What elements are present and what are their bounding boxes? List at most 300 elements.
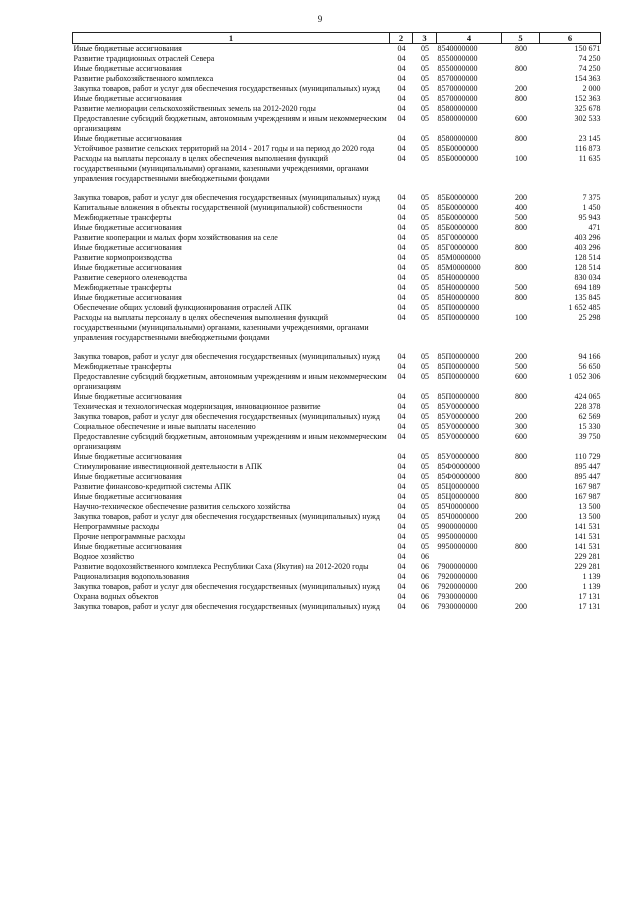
row-section: 04	[397, 273, 406, 282]
row-subsection: 05	[421, 532, 429, 541]
row-amount: 1 139	[582, 572, 601, 581]
row-section: 04	[397, 293, 406, 302]
row-name: Охрана водных объектов	[73, 592, 159, 601]
row-target-article: 7920000000	[437, 572, 478, 581]
row-section: 04	[397, 104, 406, 113]
row-expense-type: 800	[515, 243, 527, 252]
row-expense-type: 200	[515, 352, 527, 361]
row-subsection: 06	[421, 552, 429, 561]
row-target-article: 7900000000	[437, 562, 478, 571]
row-target-article: 85П0000000	[437, 372, 480, 381]
row-target-article: 85Б0000000	[437, 193, 479, 202]
row-amount: 135 845	[574, 293, 601, 302]
row-name: Развитие кормопроизводства	[73, 253, 173, 262]
row-section: 04	[397, 144, 406, 153]
table-row	[73, 352, 601, 362]
row-amount: 167 987	[574, 482, 601, 491]
row-section: 04	[397, 303, 406, 312]
row-amount: 424 065	[574, 392, 601, 401]
row-amount: 403 296	[574, 243, 601, 252]
row-name: Устойчивое развитие сельских территорий на 2014 - 2017 годы и на период до 2020 года	[73, 144, 375, 153]
row-section: 04	[397, 482, 406, 491]
row-name: Закупка товаров, работ и услуг для обеспечения государственных (муниципальных) нужд	[73, 193, 380, 202]
row-expense-type: 200	[515, 512, 527, 521]
row-amount: 1 450	[582, 203, 601, 212]
table-row	[73, 134, 601, 144]
table-row	[73, 542, 601, 552]
row-subsection: 05	[421, 512, 429, 521]
row-section: 04	[397, 134, 406, 143]
row-subsection: 05	[421, 144, 429, 153]
spacer-cell	[73, 184, 601, 193]
row-expense-type: 600	[515, 114, 527, 123]
row-name: Закупка товаров, работ и услуг для обеспечения государственных (муниципальных) нужд	[73, 352, 380, 361]
row-target-article: 85Г0000000	[437, 233, 479, 242]
row-subsection: 05	[421, 243, 429, 252]
row-target-article: 85У0000000	[437, 412, 480, 421]
row-subsection: 05	[421, 352, 429, 361]
row-target-article: 85Б0000000	[437, 213, 479, 222]
row-expense-type	[502, 462, 540, 472]
row-subsection: 05	[421, 283, 429, 292]
row-section: 04	[397, 44, 406, 53]
row-amount: 74 250	[578, 54, 601, 63]
row-amount: 7 375	[582, 193, 601, 202]
row-expense-type	[502, 482, 540, 492]
row-amount: 694 189	[574, 283, 601, 292]
row-expense-type	[502, 572, 540, 582]
row-amount: 229 281	[574, 562, 601, 571]
row-section: 04	[397, 452, 406, 461]
row-name: Иные бюджетные ассигнования	[73, 223, 182, 232]
row-name: Закупка товаров, работ и услуг для обеспечения государственных (муниципальных) нужд	[73, 84, 380, 93]
row-target-article: 85Ф0000000	[437, 472, 480, 481]
row-expense-type: 800	[515, 44, 527, 53]
row-name: Развитие мелиорации сельскохозяйственных земель на 2012-2020 годы	[73, 104, 316, 113]
row-subsection: 05	[421, 362, 429, 371]
table-row	[73, 104, 601, 114]
row-name: Расходы на выплаты персоналу в целях обеспечения выполнения функций государственными (муниципальными) органами, казенными учреждениями, органами управления государственными внебюджетными фондами	[73, 154, 369, 183]
row-subsection: 05	[421, 233, 429, 242]
row-section: 04	[397, 243, 406, 252]
row-subsection: 05	[421, 134, 429, 143]
row-expense-type: 800	[515, 293, 527, 302]
row-name: Развитие традиционных отраслей Севера	[73, 54, 215, 63]
row-amount: 895 447	[574, 462, 601, 471]
table-row	[73, 84, 601, 94]
row-section: 04	[397, 432, 406, 441]
row-amount: 56 650	[578, 362, 601, 371]
table-row	[73, 293, 601, 303]
table-row	[73, 74, 601, 84]
row-amount: 17 131	[578, 602, 601, 611]
row-name: Межбюджетные трансферты	[73, 283, 172, 292]
row-amount: 116 873	[574, 144, 601, 153]
row-subsection: 05	[421, 223, 429, 232]
row-name: Расходы на выплаты персоналу в целях обеспечения выполнения функций государственными (муниципальными) органами, казенными учреждениями, органами управления государственными внебюджетными фондами	[73, 313, 369, 342]
spacer-cell	[73, 343, 601, 352]
row-target-article: 7930000000	[437, 592, 478, 601]
table-row	[73, 243, 601, 253]
row-name: Иные бюджетные ассигнования	[73, 542, 182, 551]
header-col-6: 6	[540, 33, 601, 44]
row-subsection: 05	[421, 44, 429, 53]
row-subsection: 05	[421, 74, 429, 83]
row-expense-type: 800	[515, 492, 527, 501]
row-name: Развитие кооперации и малых форм хозяйствования на селе	[73, 233, 278, 242]
table-row	[73, 462, 601, 472]
row-name: Иные бюджетные ассигнования	[73, 472, 182, 481]
row-expense-type: 800	[515, 64, 527, 73]
table-row	[73, 362, 601, 372]
row-subsection: 05	[421, 154, 429, 163]
row-section: 04	[397, 74, 406, 83]
row-target-article: 85Ц0000000	[437, 492, 480, 501]
row-section: 04	[397, 462, 406, 471]
row-name: Закупка товаров, работ и услуг для обеспечения государственных (муниципальных) нужд	[73, 412, 380, 421]
row-amount: 895 447	[574, 472, 601, 481]
row-subsection: 05	[421, 392, 429, 401]
table-row	[73, 303, 601, 313]
row-expense-type	[502, 562, 540, 572]
row-amount: 325 678	[574, 104, 601, 113]
row-section: 04	[397, 392, 406, 401]
row-expense-type	[502, 303, 540, 313]
row-expense-type	[502, 502, 540, 512]
row-expense-type: 100	[515, 313, 527, 322]
table-row	[73, 144, 601, 154]
row-section: 04	[397, 84, 406, 93]
row-subsection: 05	[421, 303, 429, 312]
row-target-article: 85Ц0000000	[437, 482, 480, 491]
row-expense-type: 800	[515, 134, 527, 143]
header-col-1: 1	[73, 33, 390, 44]
table-row	[73, 592, 601, 602]
row-target-article: 9900000000	[437, 522, 478, 531]
row-section: 04	[397, 362, 406, 371]
row-target-article: 8540000000	[437, 44, 478, 53]
row-target-article: 85Г0000000	[437, 243, 479, 252]
row-name: Закупка товаров, работ и услуг для обеспечения государственных (муниципальных) нужд	[73, 512, 380, 521]
row-name: Иные бюджетные ассигнования	[73, 293, 182, 302]
row-section: 04	[397, 193, 406, 202]
row-subsection: 05	[421, 114, 429, 123]
row-target-article: 85У0000000	[437, 422, 480, 431]
row-amount: 15 330	[578, 422, 601, 431]
row-target-article: 8580000000	[437, 104, 478, 113]
row-amount: 128 514	[574, 263, 601, 272]
row-subsection: 05	[421, 64, 429, 73]
row-expense-type: 500	[515, 213, 527, 222]
row-amount: 141 531	[574, 542, 601, 551]
table-row	[73, 263, 601, 273]
row-subsection: 05	[421, 253, 429, 262]
row-section: 04	[397, 253, 406, 262]
row-subsection: 06	[421, 602, 429, 611]
row-target-article: 85М0000000	[437, 253, 481, 262]
row-name: Межбюджетные трансферты	[73, 213, 172, 222]
row-expense-type: 800	[515, 223, 527, 232]
row-section: 04	[397, 213, 406, 222]
row-section: 04	[397, 352, 406, 361]
row-target-article: 85Б0000000	[437, 144, 479, 153]
row-amount: 110 729	[574, 452, 601, 461]
table-row	[73, 582, 601, 592]
row-subsection: 05	[421, 203, 429, 212]
row-name: Развитие финансово-кредитной системы АПК	[73, 482, 232, 491]
row-expense-type: 100	[515, 154, 527, 163]
table-row	[73, 64, 601, 74]
header-col-5: 5	[502, 33, 540, 44]
row-target-article: 85Ч0000000	[437, 502, 479, 511]
row-subsection: 05	[421, 482, 429, 491]
row-expense-type: 800	[515, 263, 527, 272]
table-row	[73, 94, 601, 104]
row-amount: 95 943	[578, 213, 601, 222]
table-body	[73, 44, 601, 613]
row-expense-type	[502, 552, 540, 562]
row-target-article: 85Ф0000000	[437, 462, 480, 471]
row-subsection: 06	[421, 562, 429, 571]
row-amount: 1 052 306	[568, 372, 601, 381]
row-target-article: 8580000000	[437, 134, 478, 143]
row-expense-type: 200	[515, 602, 527, 611]
row-target-article: 85Н0000000	[437, 283, 480, 292]
row-name: Прочие непрограммные расходы	[73, 532, 186, 541]
row-target-article: 85П0000000	[437, 303, 480, 312]
row-subsection: 05	[421, 422, 429, 431]
row-expense-type	[502, 233, 540, 243]
row-target-article: 85Б0000000	[437, 223, 479, 232]
row-amount: 141 531	[574, 532, 601, 541]
row-expense-type	[502, 592, 540, 602]
row-expense-type: 200	[515, 412, 527, 421]
row-section: 04	[397, 94, 406, 103]
row-expense-type	[502, 273, 540, 283]
row-expense-type: 800	[515, 452, 527, 461]
row-amount: 62 569	[578, 412, 601, 421]
row-expense-type: 600	[515, 432, 527, 441]
row-amount: 1 139	[582, 582, 601, 591]
table-row	[73, 552, 601, 562]
row-expense-type: 200	[515, 84, 527, 93]
table-row	[73, 223, 601, 233]
table-row	[73, 482, 601, 492]
row-name: Развитие рыбохозяйственного комплекса	[73, 74, 214, 83]
row-subsection: 06	[421, 592, 429, 601]
row-amount: 17 131	[578, 592, 601, 601]
row-expense-type: 800	[515, 472, 527, 481]
row-expense-type: 800	[515, 392, 527, 401]
row-target-article: 85У0000000	[437, 452, 480, 461]
row-name: Предоставление субсидий бюджетным, автономным учреждениям и иным некоммерческим организациям	[73, 372, 387, 391]
row-target-article: 85М0000000	[437, 263, 481, 272]
row-name: Закупка товаров, работ и услуг для обеспечения государственных (муниципальных) нужд	[73, 602, 380, 611]
header-col-4: 4	[437, 33, 502, 44]
table-row	[73, 253, 601, 263]
row-amount: 167 987	[574, 492, 601, 501]
row-section: 04	[397, 203, 406, 212]
table-row	[73, 532, 601, 542]
row-subsection: 05	[421, 94, 429, 103]
row-amount: 154 363	[574, 74, 601, 83]
row-name: Развитие водохозяйственного комплекса Республики Саха (Якутия) на 2012-2020 годы	[73, 562, 369, 571]
row-target-article: 8550000000	[437, 64, 478, 73]
row-subsection: 05	[421, 273, 429, 282]
row-expense-type: 300	[515, 422, 527, 431]
row-amount: 94 166	[578, 352, 601, 361]
table-row	[73, 193, 601, 203]
row-target-article: 85Б0000000	[437, 154, 479, 163]
row-expense-type	[502, 253, 540, 263]
row-spacer	[73, 184, 601, 193]
table-row	[73, 472, 601, 482]
table-row	[73, 492, 601, 502]
row-expense-type: 200	[515, 582, 527, 591]
row-amount: 229 281	[574, 552, 601, 561]
row-expense-type: 400	[515, 203, 527, 212]
row-expense-type	[502, 74, 540, 84]
row-name: Обеспечение общих условий функционирования отраслей АПК	[73, 303, 292, 312]
row-amount: 471	[588, 223, 601, 232]
row-subsection: 05	[421, 412, 429, 421]
table-row	[73, 562, 601, 572]
row-target-article: 85П0000000	[437, 352, 480, 361]
row-section: 04	[397, 572, 406, 581]
row-subsection: 05	[421, 54, 429, 63]
row-subsection: 05	[421, 293, 429, 302]
row-subsection: 05	[421, 492, 429, 501]
row-target-article: 85У0000000	[437, 402, 480, 411]
row-subsection: 05	[421, 213, 429, 222]
row-amount: 13 500	[578, 512, 601, 521]
table-row	[73, 114, 601, 134]
row-section: 04	[397, 592, 406, 601]
row-section: 04	[397, 552, 406, 561]
table-header-row	[73, 33, 601, 44]
row-name: Развитие северного оленеводства	[73, 273, 187, 282]
row-amount: 25 298	[578, 313, 601, 322]
row-target-article: 85Б0000000	[437, 203, 479, 212]
row-name: Иные бюджетные ассигнования	[73, 94, 182, 103]
row-target-article: 8570000000	[437, 84, 478, 93]
row-target-article: 85Н0000000	[437, 273, 480, 282]
table-row	[73, 502, 601, 512]
row-amount: 830 034	[574, 273, 601, 282]
row-name: Иные бюджетные ассигнования	[73, 492, 182, 501]
row-section: 04	[397, 402, 406, 411]
row-amount: 1 652 485	[568, 303, 601, 312]
header-col-3: 3	[413, 33, 437, 44]
row-name: Социальное обеспечение и иные выплаты населению	[73, 422, 256, 431]
table-row	[73, 44, 601, 55]
row-name: Водное хозяйство	[73, 552, 135, 561]
row-target-article: 8570000000	[437, 94, 478, 103]
row-amount: 228 378	[574, 402, 601, 411]
row-expense-type	[502, 54, 540, 64]
page-number: 9	[317, 14, 323, 24]
row-subsection: 05	[421, 502, 429, 511]
table-row	[73, 372, 601, 392]
table-row	[73, 203, 601, 213]
row-expense-type	[502, 532, 540, 542]
row-section: 04	[397, 582, 406, 591]
table-row	[73, 512, 601, 522]
row-section: 04	[397, 522, 406, 531]
row-name: Техническая и технологическая модернизация, инновационное развитие	[73, 402, 321, 411]
row-expense-type: 500	[515, 362, 527, 371]
table-row	[73, 273, 601, 283]
row-amount: 152 363	[574, 94, 601, 103]
row-subsection: 05	[421, 263, 429, 272]
row-name: Предоставление субсидий бюджетным, автономным учреждениям и иным некоммерческим организациям	[73, 114, 387, 133]
row-expense-type: 200	[515, 193, 527, 202]
row-expense-type	[502, 104, 540, 114]
row-name: Иные бюджетные ассигнования	[73, 134, 182, 143]
row-amount: 23 145	[578, 134, 601, 143]
row-target-article: 8570000000	[437, 74, 478, 83]
row-name: Стимулирование инвестиционной деятельности в АПК	[73, 462, 263, 471]
row-subsection: 05	[421, 372, 429, 381]
row-amount: 141 531	[574, 522, 601, 531]
row-target-article	[437, 552, 502, 562]
header-col-2: 2	[390, 33, 413, 44]
row-section: 04	[397, 223, 406, 232]
table-row	[73, 392, 601, 402]
row-subsection: 05	[421, 462, 429, 471]
row-section: 04	[397, 502, 406, 511]
row-section: 04	[397, 492, 406, 501]
row-subsection: 05	[421, 472, 429, 481]
row-subsection: 05	[421, 432, 429, 441]
row-section: 04	[397, 602, 406, 611]
row-target-article: 9950000000	[437, 542, 478, 551]
row-name: Научно-техническое обеспечение развития сельского хозяйства	[73, 502, 291, 511]
row-subsection: 05	[421, 452, 429, 461]
row-name: Иные бюджетные ассигнования	[73, 263, 182, 272]
row-target-article: 85П0000000	[437, 313, 480, 322]
row-subsection: 05	[421, 402, 429, 411]
table-row	[73, 522, 601, 532]
row-name: Иные бюджетные ассигнования	[73, 452, 182, 461]
row-section: 04	[397, 263, 406, 272]
row-name: Капитальные вложения в объекты государственной (муниципальной) собственности	[73, 203, 363, 212]
row-expense-type: 600	[515, 372, 527, 381]
row-target-article: 7930000000	[437, 602, 478, 611]
row-section: 04	[397, 412, 406, 421]
row-section: 04	[397, 54, 406, 63]
row-name: Иные бюджетные ассигнования	[73, 243, 182, 252]
row-section: 04	[397, 233, 406, 242]
row-subsection: 05	[421, 84, 429, 93]
row-amount: 128 514	[574, 253, 601, 262]
row-name: Непрограммные расходы	[73, 522, 160, 531]
table-row	[73, 452, 601, 462]
table-row	[73, 313, 601, 343]
row-name: Иные бюджетные ассигнования	[73, 392, 182, 401]
row-section: 04	[397, 562, 406, 571]
row-section: 04	[397, 372, 406, 381]
row-subsection: 05	[421, 522, 429, 531]
table-row	[73, 602, 601, 612]
row-section: 04	[397, 313, 406, 322]
row-section: 04	[397, 472, 406, 481]
row-target-article: 85У0000000	[437, 432, 480, 441]
row-amount: 2 000	[582, 84, 601, 93]
table-row	[73, 154, 601, 184]
table-row	[73, 402, 601, 412]
row-subsection: 06	[421, 572, 429, 581]
